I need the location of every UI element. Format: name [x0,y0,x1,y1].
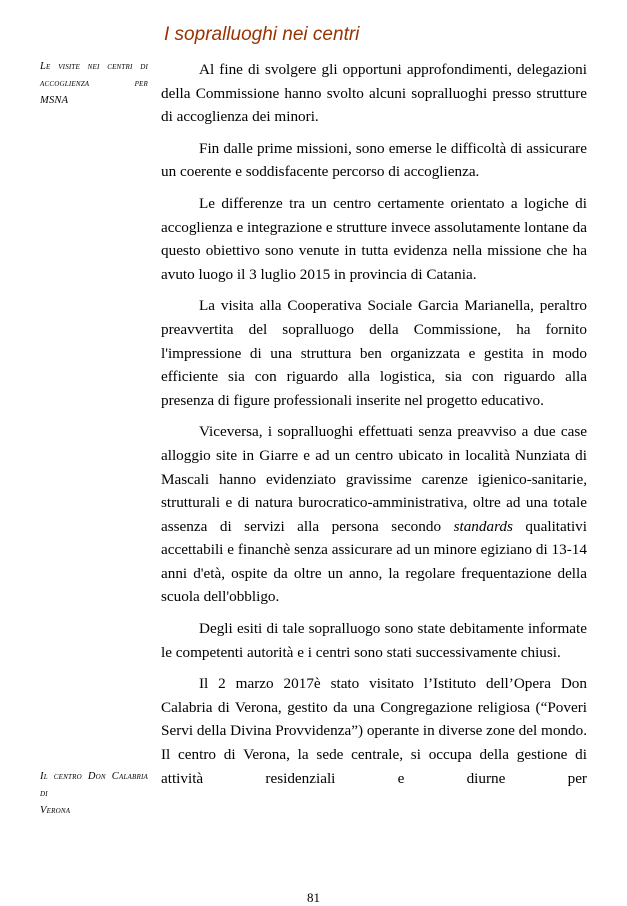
margin-note-tail: MSNA [40,95,69,106]
paragraph: Al fine di svolgere gli opportuni approfondimenti, delegazioni della Commissione hanno svolto alcuni sopralluoghi presso strutture di accoglienza dei minori. [161,61,587,126]
body-text [161,58,587,798]
paragraph [161,420,587,609]
emphasis-text: standards [453,517,513,535]
margin-note-tail: Verona [40,805,71,816]
paragraph-text: Viceversa, i sopralluoghi effettuati senza preavviso a due case alloggio site in Giarre e ad un centro ubicato in località Nunziata di Mascali hanno evidenziato gravissime carenze igienico-sanitarie, strutturali e di natura burocratico-amministrativa, oltre ad una totale assenza di servizi alla persona secondo [161,423,587,535]
paragraph-text: qualitativi accettabili e financhè senza assicurare ad un minore egiziano di 13-14 anni d'età, ospite da oltre un anno, la regolare frequentazione della scuola dell'obbligo. [161,517,587,606]
paragraph: Il 2 marzo 2017è stato visitato l’Istituto dell’Opera Don Calabria di Verona, gestito da una Congregazione religiosa (“Poveri Servi della Divina Provvidenza”) operante in diverse zone del mondo. Il centro di Verona, la sede centrale, si occupa della gestione di attività residenziali e diurne per [161,675,587,787]
paragraph: Degli esiti di tale sopralluogo sono state debitamente informate le competenti autorità e i centri sono stati successivamente chiusi. [161,620,587,661]
margin-note-text: Il centro Don Calabria di [40,771,148,799]
margin-note-don-calabria [40,768,148,819]
section-title: I sopralluoghi nei centri [164,24,360,45]
margin-note-text: Le visite nei centri di accoglienza per [40,61,148,89]
page-number: 81 [307,890,320,905]
paragraph: Le differenze tra un centro certamente orientato a logiche di accoglienza e integrazione e strutture invece assolutamente lontane da questo obiettivo sono venute in tutta evidenza nella missione che ha avuto luogo il 3 luglio 2015 in provincia di Catania. [161,194,587,283]
paragraph: La visita alla Cooperativa Sociale Garcia Marianella, peraltro preavvertita del sopralluogo della Commissione, ha fornito l'impressione di una struttura ben organizzata e gestita in modo efficiente sia con riguardo alla logistica, sia con riguardo alla presenza di figure professionali inserite nel progetto educativo. [161,297,587,409]
margin-note-visite [40,58,148,109]
paragraph: Fin dalle prime missioni, sono emerse le difficoltà di assicurare un coerente e soddisfacente percorso di accoglienza. [161,139,587,181]
